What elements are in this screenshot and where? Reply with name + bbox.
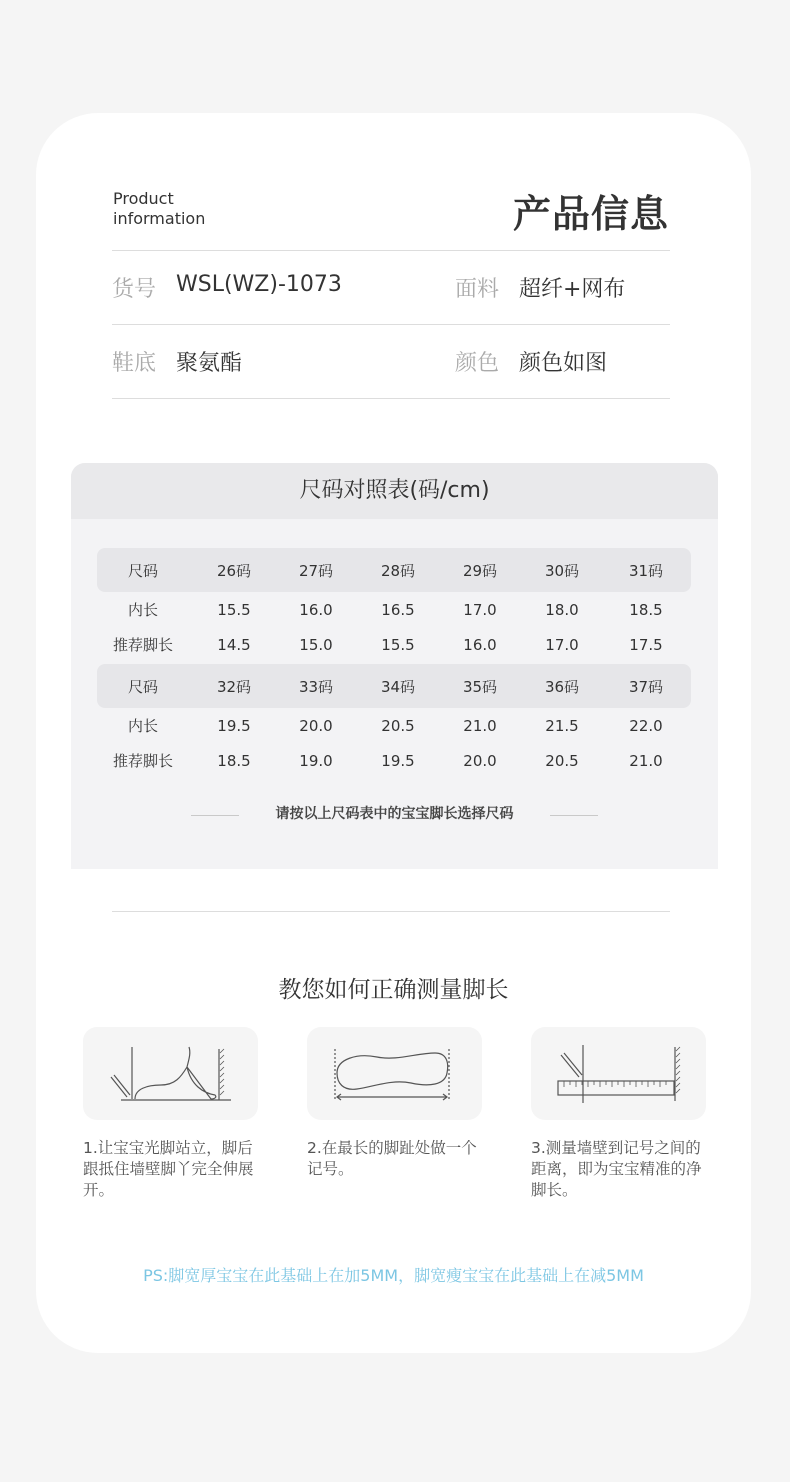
info-row (112, 324, 670, 399)
step-2-text: 2.在最长的脚趾处做一个记号。 (307, 1139, 477, 1178)
table-cell: 21.5 (545, 716, 579, 735)
table-cell: 20.5 (381, 716, 415, 735)
step-1-text: 1.让宝宝光脚站立，脚后跟抵住墙壁脚丫完全伸展开。 (83, 1139, 254, 1199)
foot-against-wall-icon (83, 1027, 258, 1120)
color-value: 颜色如图 (519, 351, 608, 376)
table-cell: 15.5 (217, 600, 251, 619)
table-cell: 19.5 (217, 716, 251, 735)
table-cell: 35码 (462, 677, 498, 696)
table-cell: 30码 (544, 561, 580, 580)
measure-step-1 (83, 1027, 259, 1201)
table-cell: 20.0 (463, 751, 497, 770)
sole-value: 聚氨酯 (176, 351, 243, 376)
foot-length-row (97, 743, 691, 778)
table-cell: 20.5 (545, 751, 579, 770)
english-title (113, 189, 313, 229)
table-cell: 27码 (298, 561, 334, 580)
table-cell: 32码 (216, 677, 252, 696)
table-cell: 16.0 (299, 600, 333, 619)
info-row (112, 250, 670, 324)
table-cell: 20.0 (299, 716, 333, 735)
table-cell: 16.5 (381, 600, 415, 619)
table-cell: 19.0 (299, 751, 333, 770)
table-cell: 18.5 (629, 600, 663, 619)
item-number-label: 货号 (112, 277, 157, 302)
size-chart-title: 尺码对照表(码/cm) (71, 463, 718, 519)
material-label: 面料 (455, 277, 500, 302)
table-cell: 21.0 (629, 751, 663, 770)
page-title: 产品信息 (512, 192, 669, 236)
measure-step-3 (531, 1027, 707, 1201)
table-cell: 19.5 (381, 751, 415, 770)
table-cell: 34码 (380, 677, 416, 696)
table-cell: 18.5 (217, 751, 251, 770)
table-cell: 尺码 (127, 561, 158, 580)
section-divider (112, 911, 670, 912)
table-cell: 31码 (628, 561, 664, 580)
hint-divider-right (550, 815, 598, 816)
table-cell: 22.0 (629, 716, 663, 735)
size-row (97, 664, 691, 708)
footprint-mark-icon (307, 1027, 482, 1120)
table-cell: 26码 (216, 561, 252, 580)
item-number-value: WSL(WZ)-1073 (176, 272, 342, 297)
ruler-measure-icon (531, 1027, 706, 1120)
table-cell: 17.0 (463, 600, 497, 619)
size-chart-panel (71, 463, 718, 869)
table-cell: 28码 (380, 561, 416, 580)
english-title-line2: information (113, 209, 206, 228)
foot-length-row (97, 627, 691, 662)
measure-section-title: 教您如何正确测量脚长 (278, 977, 509, 1003)
table-cell: 37码 (628, 677, 664, 696)
product-info-card (36, 113, 751, 1353)
color-label: 颜色 (455, 351, 500, 376)
size-row (97, 548, 691, 592)
table-cell: 推荐脚长 (112, 752, 173, 770)
english-title-line1: Product (113, 189, 174, 208)
table-cell: 36码 (544, 677, 580, 696)
table-cell: 内长 (127, 717, 158, 735)
table-cell: 尺码 (127, 677, 158, 696)
size-chart-table (97, 548, 691, 778)
step-3-text: 3.测量墙壁到记号之间的距离，即为宝宝精准的净脚长。 (531, 1139, 702, 1199)
sole-label: 鞋底 (112, 351, 157, 376)
table-cell: 16.0 (463, 635, 497, 654)
table-cell: 15.0 (299, 635, 333, 654)
table-cell: 推荐脚长 (112, 636, 173, 654)
table-cell: 21.0 (463, 716, 497, 735)
product-info-table (112, 250, 670, 399)
table-cell: 18.0 (545, 600, 579, 619)
table-cell: 15.5 (381, 635, 415, 654)
measure-step-2 (307, 1027, 483, 1180)
table-cell: 33码 (298, 677, 334, 696)
table-cell: 14.5 (217, 635, 251, 654)
inner-length-row (97, 592, 691, 627)
inner-length-row (97, 708, 691, 743)
ps-note: PS:脚宽厚宝宝在此基础上在加5MM，脚宽瘦宝宝在此基础上在减5MM (143, 1266, 644, 1285)
table-cell: 17.5 (629, 635, 663, 654)
size-hint: 请按以上尺码表中的宝宝脚长选择尺码 (275, 806, 514, 822)
table-cell: 17.0 (545, 635, 579, 654)
table-cell: 29码 (462, 561, 498, 580)
table-cell: 内长 (127, 601, 158, 619)
material-value: 超纤+网布 (519, 277, 626, 302)
